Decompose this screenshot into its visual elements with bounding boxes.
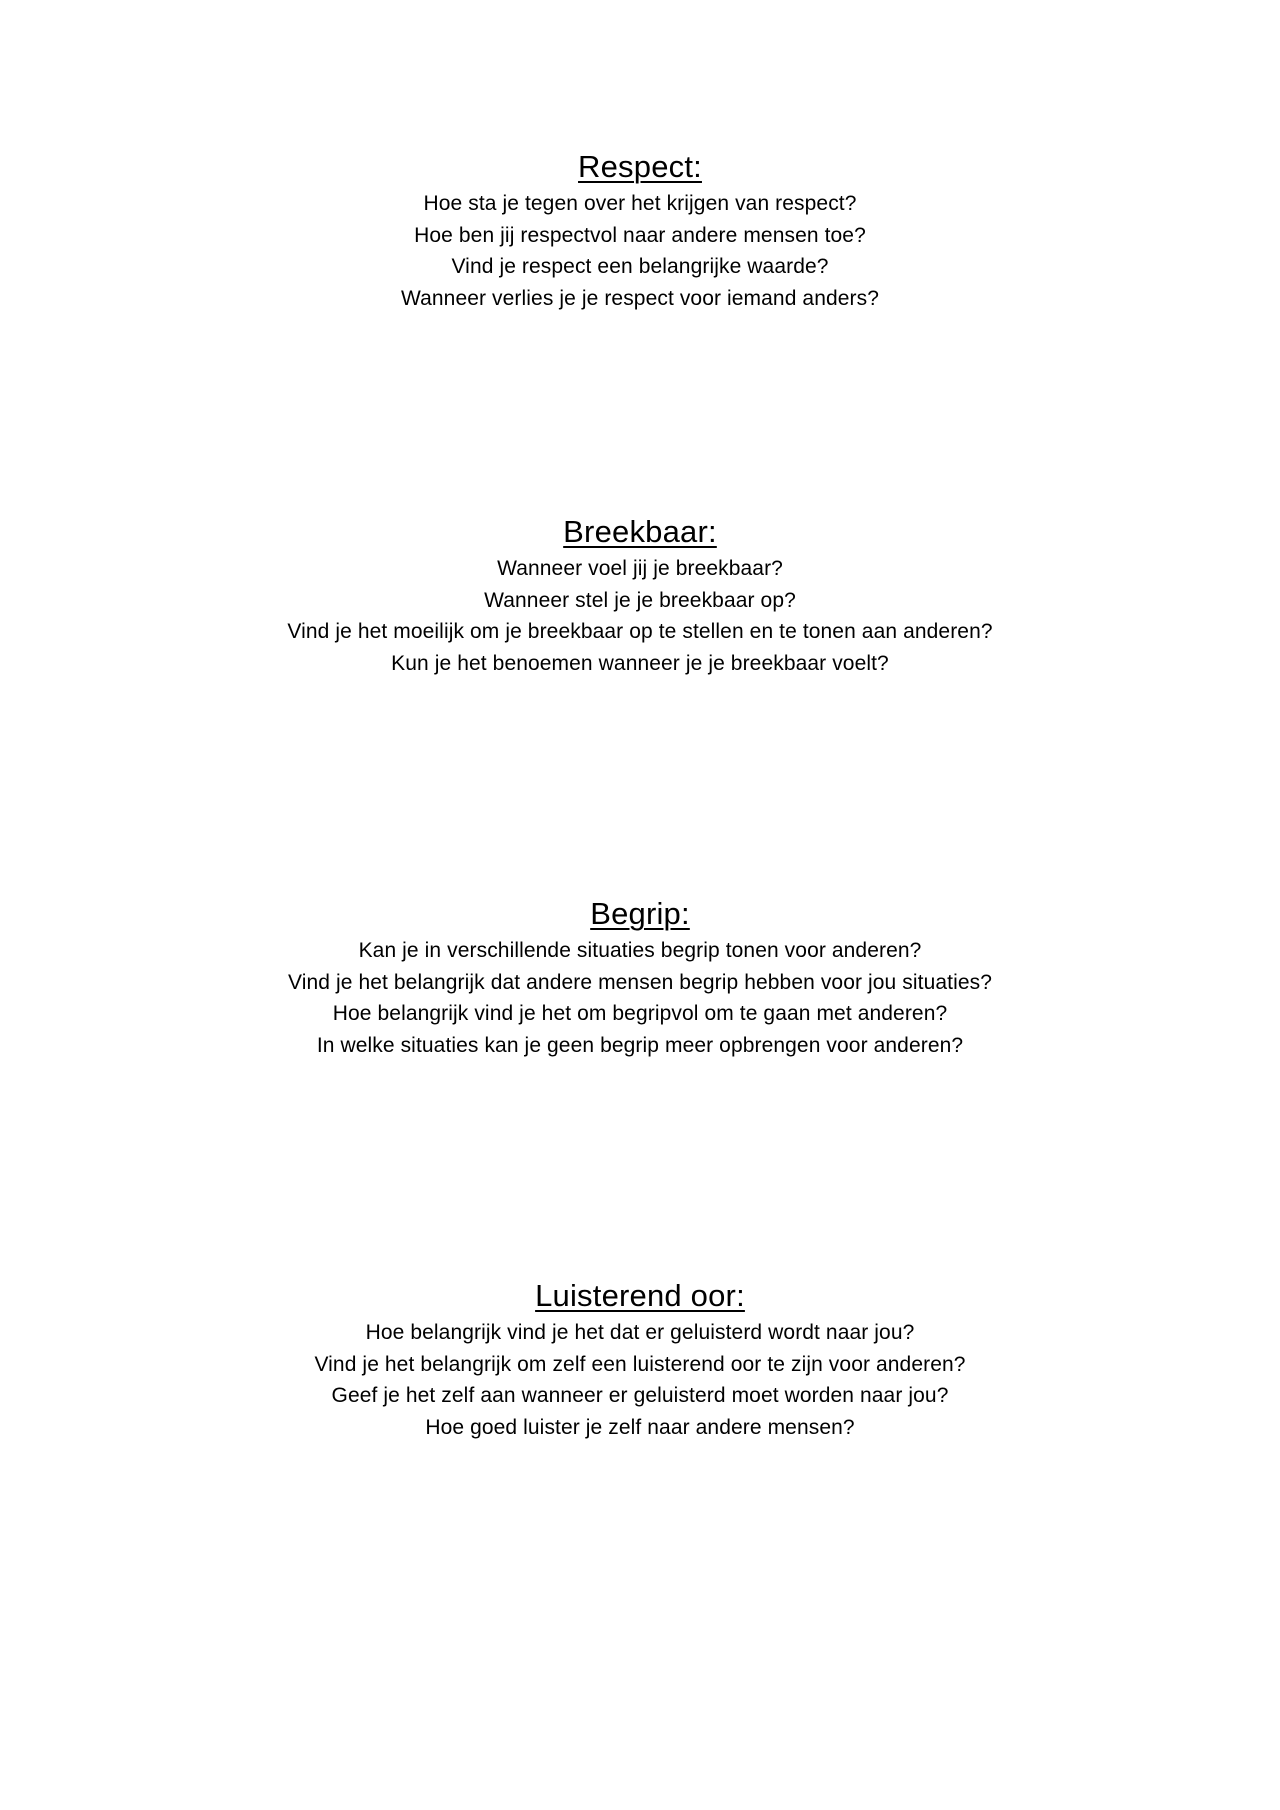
question-line: Hoe sta je tegen over het krijgen van respect? — [423, 192, 857, 215]
section-title: Respect: — [578, 149, 702, 184]
question-line: Vind je het belangrijk dat andere mensen begrip hebben voor jou situaties? — [288, 970, 992, 994]
question-line: Wanneer stel je je breekbaar op? — [484, 588, 796, 612]
section-breekbaar — [0, 513, 1280, 679]
question-line: Vind je het belangrijk om zelf een luisterend oor te zijn voor anderen? — [314, 1352, 966, 1376]
section-title: Breekbaar: — [563, 514, 717, 549]
section-luisterend-oor — [0, 1277, 1280, 1443]
question-line: Kun je het benoemen wanneer je je breekbaar voelt? — [391, 651, 889, 675]
question-line: Wanneer voel jij je breekbaar? — [497, 557, 783, 580]
question-line: Hoe belangrijk vind je het dat er geluisterd wordt naar jou? — [365, 1321, 915, 1344]
question-line: Geef je het zelf aan wanneer er geluisterd moet worden naar jou? — [331, 1384, 949, 1407]
question-line: Vind je het moeilijk om je breekbaar op te stellen en te tonen aan anderen? — [287, 620, 993, 643]
section-respect — [0, 148, 1280, 314]
section-begrip — [0, 895, 1280, 1061]
question-line: Vind je respect een belangrijke waarde? — [451, 255, 829, 278]
question-line: Hoe ben jij respectvol naar andere mensen toe? — [414, 223, 866, 247]
question-line: Wanneer verlies je je respect voor iemand anders? — [400, 286, 880, 310]
section-title: Begrip: — [590, 896, 690, 931]
question-line: In welke situaties kan je geen begrip meer opbrengen voor anderen? — [316, 1033, 964, 1057]
section-title: Luisterend oor: — [535, 1278, 745, 1313]
question-line: Kan je in verschillende situaties begrip tonen voor anderen? — [358, 939, 922, 962]
question-line: Hoe belangrijk vind je het om begripvol om te gaan met anderen? — [332, 1002, 948, 1025]
question-line: Hoe goed luister je zelf naar andere mensen? — [425, 1415, 855, 1439]
